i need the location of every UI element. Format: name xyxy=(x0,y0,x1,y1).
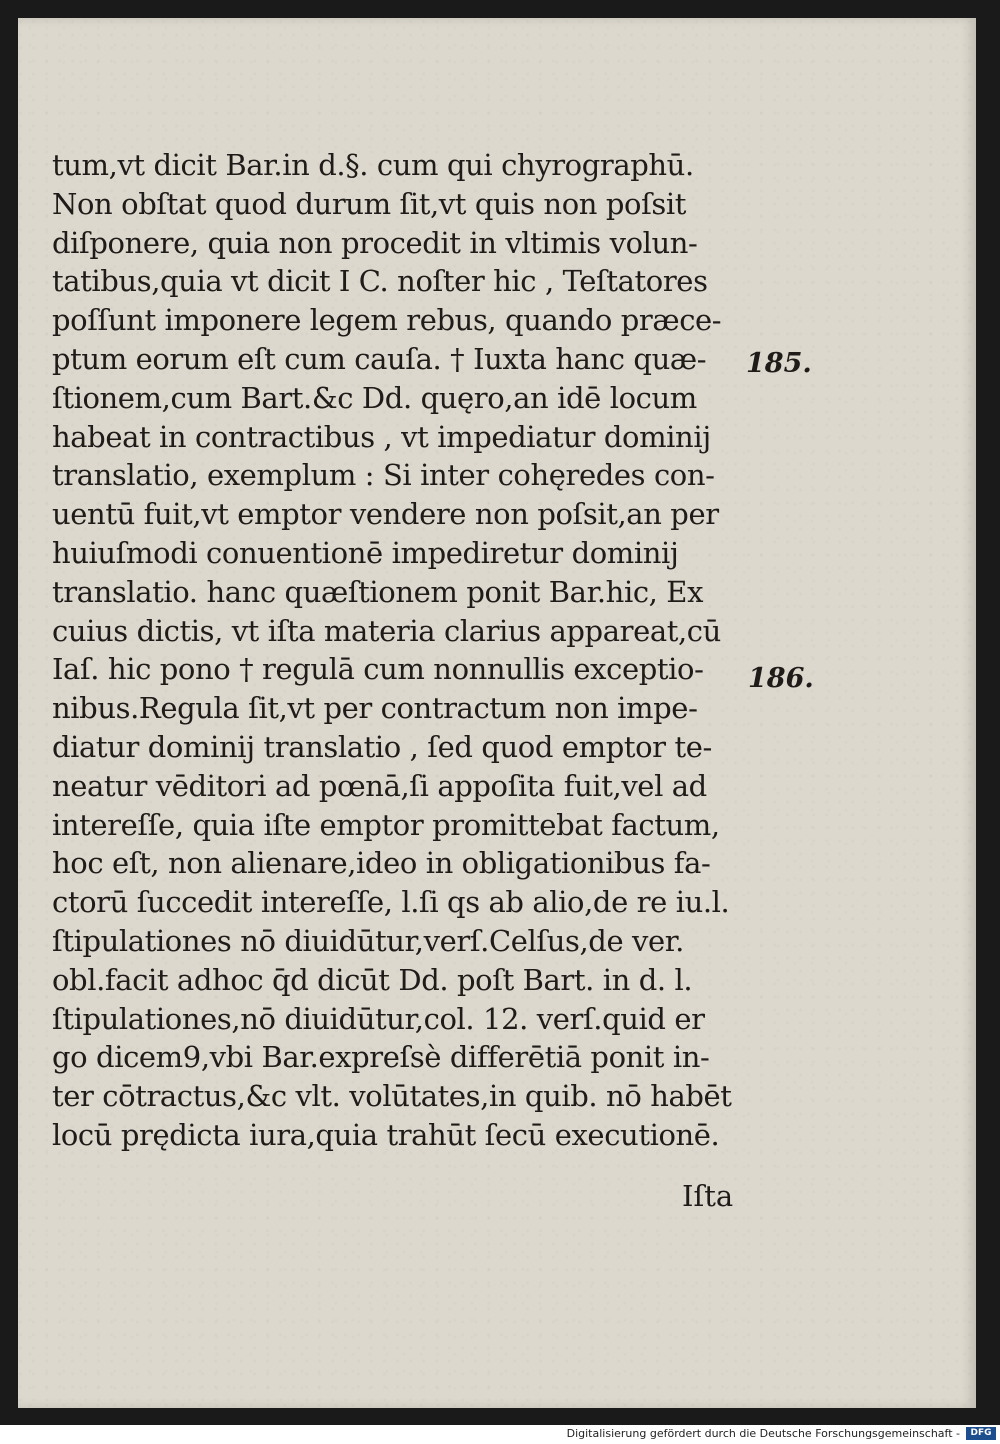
text-line: translatio, exemplum : Si inter cohęredes con- xyxy=(52,458,715,493)
text-line: habeat in contractibus , vt impediatur dominij xyxy=(52,419,711,454)
text-line: ſtipulationes,nō diuidūtur,col. 12. verſ.quid er xyxy=(52,1001,705,1036)
text-line: tum,vt dicit Bar.in d.§. cum qui chyrographū. xyxy=(52,148,694,182)
text-line: uentū fuit,vt emptor vendere non poſsit,an per xyxy=(52,497,719,532)
text-line: ptum eorum eſt cum cauſa. † Iuxta hanc quæ- xyxy=(52,341,707,376)
text-line: obl.facit adhoc q̄d dicūt Dd. poſt Bart. in d. l. xyxy=(52,962,693,997)
text-line: Iaſ. hic pono † regulā cum nonnullis exceptio- xyxy=(52,652,704,687)
margin-note: 185. xyxy=(746,348,812,379)
text-line: diatur dominij translatio , ſed quod emptor te- xyxy=(52,729,712,764)
footer-credit: Digitalisierung gefördert durch die Deutsche Forschungsgemeinschaft - xyxy=(566,1427,960,1440)
text-line: nibus.Regula ſit,vt per contractum non impe- xyxy=(52,691,698,726)
margin-note: 186. xyxy=(748,663,814,694)
text-line: huiuſmodi conuentionē impediretur dominij xyxy=(52,535,679,570)
text-line: cuius dictis, vt iſta materia clarius appareat,cū xyxy=(52,613,721,648)
text-line: poſſunt imponere legem rebus, quando præce- xyxy=(52,303,722,338)
text-line: neatur vēditori ad pœnā,ſi appoſita fuit,vel ad xyxy=(52,768,707,803)
dfg-logo-icon: DFG xyxy=(966,1427,996,1440)
text-line: intereſſe, quia iſte emptor promittebat factum, xyxy=(52,807,720,842)
text-line: tatibus,quia vt dicit I C. noſter hic , Teſtatores xyxy=(52,264,708,299)
body-text xyxy=(52,146,752,1155)
text-line: ctorū ſuccedit intereſſe, l.ſi qs ab alio,de re iu.l. xyxy=(52,885,730,920)
text-line: translatio. hanc quæſtionem ponit Bar.hic, Ex xyxy=(52,574,704,609)
text-line: go dicem9,vbi Bar.expreſsè differētiā ponit in- xyxy=(52,1040,710,1075)
text-line: Non obſtat quod durum ſit,vt quis non poſsit xyxy=(52,186,687,221)
text-line: ter cōtractus,&c vlt. volūtates,in quib. nō habēt xyxy=(52,1079,732,1114)
text-line: ſtionem,cum Bart.&c Dd. quęro,an idē locum xyxy=(52,380,697,415)
text-line: locū prędicta iura,quia trahūt ſecū executionē. xyxy=(52,1117,720,1152)
text-line: hoc eſt, non alienare,ideo in obligationibus fa- xyxy=(52,846,711,881)
book-page xyxy=(18,18,976,1408)
text-line: ſtipulationes nō diuidūtur,verſ.Celſus,de ver. xyxy=(52,923,684,958)
text-line: diſponere, quia non procedit in vltimis volun- xyxy=(52,225,698,260)
catchword: Iſta xyxy=(682,1179,734,1213)
